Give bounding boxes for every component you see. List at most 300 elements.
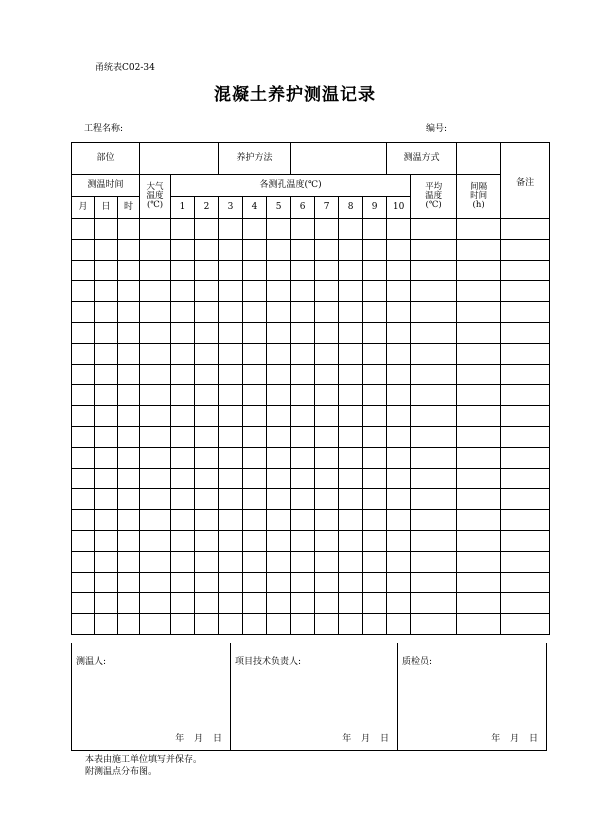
table-cell[interactable] [363, 219, 387, 240]
table-cell[interactable] [315, 572, 339, 593]
table-cell[interactable] [457, 614, 501, 635]
table-cell[interactable] [315, 364, 339, 385]
table-cell[interactable] [387, 593, 411, 614]
table-cell[interactable] [457, 447, 501, 468]
table-cell[interactable] [411, 364, 457, 385]
table-cell[interactable] [118, 364, 140, 385]
table-cell[interactable] [339, 281, 363, 302]
table-cell[interactable] [411, 385, 457, 406]
table-cell[interactable] [95, 385, 118, 406]
table-cell[interactable] [243, 343, 267, 364]
table-cell[interactable] [339, 260, 363, 281]
table-cell[interactable] [339, 468, 363, 489]
table-cell[interactable] [219, 530, 243, 551]
table-cell[interactable] [118, 322, 140, 343]
table-cell[interactable] [195, 322, 219, 343]
table-cell[interactable] [267, 510, 291, 531]
table-cell[interactable] [411, 530, 457, 551]
table-cell[interactable] [339, 510, 363, 531]
table-cell[interactable] [291, 364, 315, 385]
table-cell[interactable] [363, 572, 387, 593]
table-cell[interactable] [501, 322, 550, 343]
table-cell[interactable] [118, 593, 140, 614]
table-cell[interactable] [267, 614, 291, 635]
table-cell[interactable] [363, 530, 387, 551]
table-cell[interactable] [171, 343, 195, 364]
table-cell[interactable] [315, 406, 339, 427]
table-cell[interactable] [291, 385, 315, 406]
table-cell[interactable] [387, 239, 411, 260]
table-cell[interactable] [457, 572, 501, 593]
table-cell[interactable] [267, 593, 291, 614]
curing-method-input-cell[interactable] [291, 143, 387, 175]
table-cell[interactable] [315, 219, 339, 240]
table-cell[interactable] [457, 343, 501, 364]
table-cell[interactable] [411, 322, 457, 343]
table-cell[interactable] [315, 239, 339, 260]
table-cell[interactable] [195, 364, 219, 385]
table-cell[interactable] [243, 239, 267, 260]
table-cell[interactable] [339, 322, 363, 343]
table-cell[interactable] [315, 510, 339, 531]
table-cell[interactable] [411, 426, 457, 447]
table-cell[interactable] [140, 406, 171, 427]
table-cell[interactable] [72, 406, 95, 427]
table-cell[interactable] [501, 302, 550, 323]
table-cell[interactable] [171, 510, 195, 531]
table-cell[interactable] [363, 364, 387, 385]
table-cell[interactable] [72, 426, 95, 447]
table-cell[interactable] [339, 239, 363, 260]
table-cell[interactable] [195, 281, 219, 302]
table-cell[interactable] [387, 364, 411, 385]
table-cell[interactable] [387, 530, 411, 551]
table-cell[interactable] [267, 489, 291, 510]
table-cell[interactable] [171, 530, 195, 551]
table-cell[interactable] [171, 281, 195, 302]
table-cell[interactable] [387, 572, 411, 593]
table-cell[interactable] [243, 593, 267, 614]
table-cell[interactable] [72, 385, 95, 406]
table-cell[interactable] [118, 510, 140, 531]
table-cell[interactable] [72, 489, 95, 510]
table-cell[interactable] [140, 385, 171, 406]
table-cell[interactable] [171, 426, 195, 447]
table-cell[interactable] [501, 260, 550, 281]
table-cell[interactable] [219, 385, 243, 406]
table-cell[interactable] [363, 614, 387, 635]
table-cell[interactable] [501, 219, 550, 240]
table-cell[interactable] [457, 489, 501, 510]
table-cell[interactable] [267, 468, 291, 489]
table-cell[interactable] [118, 302, 140, 323]
table-cell[interactable] [457, 302, 501, 323]
table-cell[interactable] [171, 364, 195, 385]
table-cell[interactable] [195, 426, 219, 447]
table-cell[interactable] [291, 322, 315, 343]
table-cell[interactable] [339, 530, 363, 551]
table-cell[interactable] [72, 302, 95, 323]
table-cell[interactable] [95, 489, 118, 510]
table-cell[interactable] [339, 343, 363, 364]
table-cell[interactable] [267, 551, 291, 572]
table-cell[interactable] [171, 551, 195, 572]
table-cell[interactable] [72, 551, 95, 572]
table-cell[interactable] [411, 447, 457, 468]
table-cell[interactable] [387, 385, 411, 406]
table-cell[interactable] [291, 572, 315, 593]
table-cell[interactable] [243, 426, 267, 447]
table-cell[interactable] [363, 302, 387, 323]
table-cell[interactable] [118, 260, 140, 281]
table-cell[interactable] [72, 572, 95, 593]
table-cell[interactable] [219, 219, 243, 240]
table-cell[interactable] [243, 614, 267, 635]
table-cell[interactable] [267, 281, 291, 302]
table-cell[interactable] [219, 343, 243, 364]
table-cell[interactable] [72, 614, 95, 635]
table-cell[interactable] [411, 468, 457, 489]
table-cell[interactable] [95, 614, 118, 635]
table-cell[interactable] [219, 551, 243, 572]
table-cell[interactable] [315, 489, 339, 510]
table-cell[interactable] [140, 260, 171, 281]
table-cell[interactable] [363, 468, 387, 489]
table-cell[interactable] [339, 302, 363, 323]
measure-method-input-cell[interactable] [457, 143, 501, 175]
table-cell[interactable] [387, 614, 411, 635]
table-cell[interactable] [118, 489, 140, 510]
table-cell[interactable] [140, 426, 171, 447]
table-cell[interactable] [363, 343, 387, 364]
table-cell[interactable] [118, 219, 140, 240]
table-cell[interactable] [219, 260, 243, 281]
table-cell[interactable] [457, 219, 501, 240]
table-cell[interactable] [171, 322, 195, 343]
table-cell[interactable] [339, 447, 363, 468]
table-cell[interactable] [219, 593, 243, 614]
table-cell[interactable] [291, 406, 315, 427]
table-cell[interactable] [339, 385, 363, 406]
table-cell[interactable] [95, 281, 118, 302]
table-cell[interactable] [387, 406, 411, 427]
table-cell[interactable] [195, 468, 219, 489]
table-cell[interactable] [219, 572, 243, 593]
table-cell[interactable] [195, 614, 219, 635]
table-cell[interactable] [291, 551, 315, 572]
table-cell[interactable] [387, 468, 411, 489]
table-cell[interactable] [315, 468, 339, 489]
table-cell[interactable] [501, 510, 550, 531]
table-cell[interactable] [291, 447, 315, 468]
table-cell[interactable] [243, 406, 267, 427]
table-cell[interactable] [267, 530, 291, 551]
table-cell[interactable] [243, 260, 267, 281]
table-cell[interactable] [118, 572, 140, 593]
table-cell[interactable] [95, 530, 118, 551]
table-cell[interactable] [363, 281, 387, 302]
table-cell[interactable] [219, 468, 243, 489]
table-cell[interactable] [95, 239, 118, 260]
table-cell[interactable] [363, 406, 387, 427]
table-cell[interactable] [315, 343, 339, 364]
table-cell[interactable] [72, 468, 95, 489]
table-cell[interactable] [501, 281, 550, 302]
table-cell[interactable] [219, 510, 243, 531]
table-cell[interactable] [267, 426, 291, 447]
table-cell[interactable] [339, 426, 363, 447]
table-cell[interactable] [243, 385, 267, 406]
table-cell[interactable] [291, 281, 315, 302]
table-cell[interactable] [219, 239, 243, 260]
table-cell[interactable] [140, 468, 171, 489]
table-cell[interactable] [457, 322, 501, 343]
table-cell[interactable] [387, 426, 411, 447]
table-cell[interactable] [140, 572, 171, 593]
table-cell[interactable] [411, 489, 457, 510]
table-cell[interactable] [501, 593, 550, 614]
table-cell[interactable] [267, 260, 291, 281]
table-cell[interactable] [171, 489, 195, 510]
table-cell[interactable] [457, 364, 501, 385]
table-cell[interactable] [140, 489, 171, 510]
table-cell[interactable] [95, 572, 118, 593]
table-cell[interactable] [363, 510, 387, 531]
table-cell[interactable] [95, 426, 118, 447]
table-cell[interactable] [195, 219, 219, 240]
table-cell[interactable] [267, 406, 291, 427]
table-cell[interactable] [95, 406, 118, 427]
table-cell[interactable] [501, 530, 550, 551]
table-cell[interactable] [363, 322, 387, 343]
table-cell[interactable] [339, 364, 363, 385]
table-cell[interactable] [171, 239, 195, 260]
table-cell[interactable] [243, 572, 267, 593]
table-cell[interactable] [315, 302, 339, 323]
table-cell[interactable] [411, 343, 457, 364]
table-cell[interactable] [387, 322, 411, 343]
table-cell[interactable] [219, 489, 243, 510]
table-cell[interactable] [118, 239, 140, 260]
table-cell[interactable] [140, 551, 171, 572]
inspector-signature-cell[interactable] [397, 643, 546, 750]
table-cell[interactable] [291, 510, 315, 531]
table-cell[interactable] [140, 614, 171, 635]
table-cell[interactable] [72, 343, 95, 364]
table-cell[interactable] [95, 322, 118, 343]
table-cell[interactable] [457, 551, 501, 572]
table-cell[interactable] [315, 614, 339, 635]
table-cell[interactable] [315, 260, 339, 281]
table-cell[interactable] [291, 426, 315, 447]
table-cell[interactable] [315, 447, 339, 468]
table-cell[interactable] [501, 426, 550, 447]
table-cell[interactable] [118, 530, 140, 551]
table-cell[interactable] [118, 406, 140, 427]
table-cell[interactable] [72, 447, 95, 468]
table-cell[interactable] [501, 364, 550, 385]
measurer-signature-cell[interactable] [72, 643, 230, 750]
table-cell[interactable] [95, 343, 118, 364]
table-cell[interactable] [243, 530, 267, 551]
location-input-cell[interactable] [140, 143, 219, 175]
table-cell[interactable] [171, 614, 195, 635]
table-cell[interactable] [171, 260, 195, 281]
table-cell[interactable] [267, 364, 291, 385]
table-cell[interactable] [95, 219, 118, 240]
table-cell[interactable] [457, 426, 501, 447]
table-cell[interactable] [339, 551, 363, 572]
table-cell[interactable] [411, 302, 457, 323]
table-cell[interactable] [501, 239, 550, 260]
table-cell[interactable] [219, 322, 243, 343]
table-cell[interactable] [243, 302, 267, 323]
table-cell[interactable] [339, 219, 363, 240]
table-cell[interactable] [140, 343, 171, 364]
table-cell[interactable] [195, 572, 219, 593]
table-cell[interactable] [195, 447, 219, 468]
table-cell[interactable] [291, 343, 315, 364]
table-cell[interactable] [118, 468, 140, 489]
table-cell[interactable] [315, 593, 339, 614]
table-cell[interactable] [501, 614, 550, 635]
table-cell[interactable] [339, 572, 363, 593]
table-cell[interactable] [72, 530, 95, 551]
table-cell[interactable] [411, 239, 457, 260]
table-cell[interactable] [411, 572, 457, 593]
table-cell[interactable] [267, 219, 291, 240]
table-cell[interactable] [118, 343, 140, 364]
table-cell[interactable] [387, 281, 411, 302]
table-cell[interactable] [339, 489, 363, 510]
table-cell[interactable] [411, 593, 457, 614]
table-cell[interactable] [140, 447, 171, 468]
table-cell[interactable] [243, 447, 267, 468]
table-cell[interactable] [501, 343, 550, 364]
table-cell[interactable] [291, 614, 315, 635]
table-cell[interactable] [140, 510, 171, 531]
table-cell[interactable] [219, 614, 243, 635]
table-cell[interactable] [195, 302, 219, 323]
table-cell[interactable] [457, 510, 501, 531]
table-cell[interactable] [267, 447, 291, 468]
table-cell[interactable] [291, 593, 315, 614]
table-cell[interactable] [339, 406, 363, 427]
table-cell[interactable] [363, 593, 387, 614]
table-cell[interactable] [243, 510, 267, 531]
table-cell[interactable] [171, 447, 195, 468]
table-cell[interactable] [171, 593, 195, 614]
table-cell[interactable] [315, 281, 339, 302]
table-cell[interactable] [291, 239, 315, 260]
table-cell[interactable] [171, 406, 195, 427]
table-cell[interactable] [72, 322, 95, 343]
table-cell[interactable] [501, 468, 550, 489]
table-cell[interactable] [267, 385, 291, 406]
table-cell[interactable] [387, 219, 411, 240]
table-cell[interactable] [243, 551, 267, 572]
table-cell[interactable] [118, 281, 140, 302]
table-cell[interactable] [457, 385, 501, 406]
table-cell[interactable] [118, 385, 140, 406]
table-cell[interactable] [140, 322, 171, 343]
table-cell[interactable] [219, 426, 243, 447]
table-cell[interactable] [140, 281, 171, 302]
table-cell[interactable] [243, 219, 267, 240]
table-cell[interactable] [363, 385, 387, 406]
table-cell[interactable] [95, 510, 118, 531]
table-cell[interactable] [95, 260, 118, 281]
table-cell[interactable] [140, 364, 171, 385]
table-cell[interactable] [363, 489, 387, 510]
table-cell[interactable] [501, 447, 550, 468]
table-cell[interactable] [411, 281, 457, 302]
table-cell[interactable] [291, 530, 315, 551]
table-cell[interactable] [501, 385, 550, 406]
table-cell[interactable] [195, 260, 219, 281]
table-cell[interactable] [195, 343, 219, 364]
table-cell[interactable] [195, 239, 219, 260]
table-cell[interactable] [267, 343, 291, 364]
table-cell[interactable] [140, 239, 171, 260]
table-cell[interactable] [95, 302, 118, 323]
table-cell[interactable] [118, 551, 140, 572]
table-cell[interactable] [363, 239, 387, 260]
table-cell[interactable] [339, 614, 363, 635]
table-cell[interactable] [140, 302, 171, 323]
table-cell[interactable] [315, 530, 339, 551]
table-cell[interactable] [457, 530, 501, 551]
table-cell[interactable] [411, 260, 457, 281]
table-cell[interactable] [387, 343, 411, 364]
table-cell[interactable] [315, 385, 339, 406]
table-cell[interactable] [267, 322, 291, 343]
table-cell[interactable] [291, 489, 315, 510]
table-cell[interactable] [118, 447, 140, 468]
table-cell[interactable] [72, 281, 95, 302]
table-cell[interactable] [72, 364, 95, 385]
table-cell[interactable] [243, 489, 267, 510]
table-cell[interactable] [387, 510, 411, 531]
table-cell[interactable] [339, 593, 363, 614]
table-cell[interactable] [195, 551, 219, 572]
table-cell[interactable] [195, 406, 219, 427]
table-cell[interactable] [171, 572, 195, 593]
table-cell[interactable] [171, 385, 195, 406]
table-cell[interactable] [387, 551, 411, 572]
table-cell[interactable] [363, 260, 387, 281]
table-cell[interactable] [457, 406, 501, 427]
table-cell[interactable] [501, 572, 550, 593]
table-cell[interactable] [140, 530, 171, 551]
table-cell[interactable] [457, 468, 501, 489]
table-cell[interactable] [267, 572, 291, 593]
table-cell[interactable] [140, 219, 171, 240]
table-cell[interactable] [95, 447, 118, 468]
table-cell[interactable] [72, 239, 95, 260]
table-cell[interactable] [72, 510, 95, 531]
table-cell[interactable] [72, 593, 95, 614]
table-cell[interactable] [291, 219, 315, 240]
table-cell[interactable] [315, 322, 339, 343]
table-cell[interactable] [95, 364, 118, 385]
table-cell[interactable] [195, 385, 219, 406]
table-cell[interactable] [267, 239, 291, 260]
table-cell[interactable] [457, 239, 501, 260]
table-cell[interactable] [291, 468, 315, 489]
table-cell[interactable] [267, 302, 291, 323]
table-cell[interactable] [411, 510, 457, 531]
